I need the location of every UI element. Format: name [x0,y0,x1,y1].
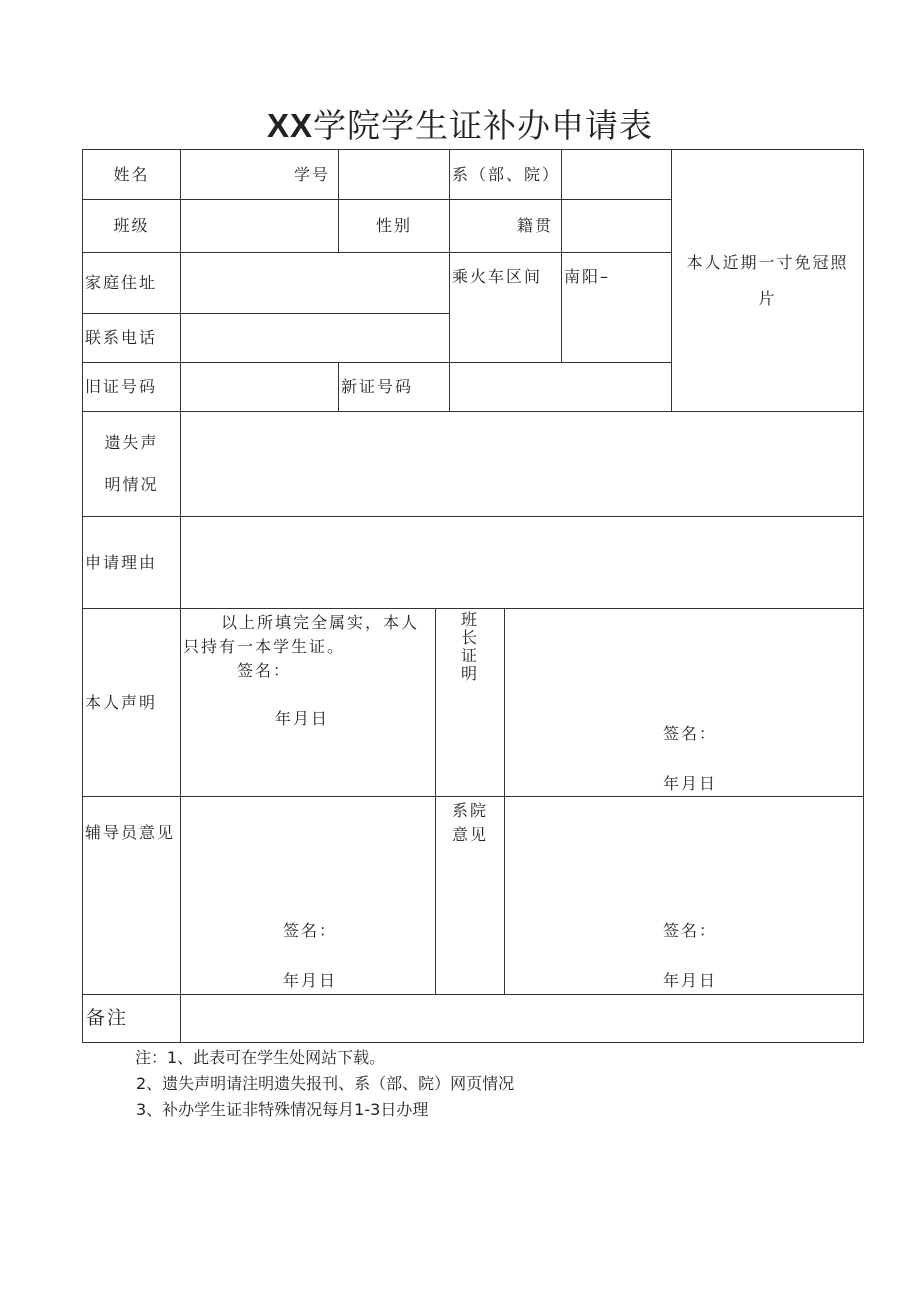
application-form [82,149,864,1043]
note-3: 3、补办学生证非特殊情况每月1-3日办理 [136,1100,429,1119]
title-text: 学院学生证补办申请表 [313,106,654,145]
monitor-proof-box[interactable] [505,609,864,797]
loss-statement-line2: 明情况 [104,475,159,494]
old-card-field[interactable] [181,363,339,412]
department-opinion-text: 系院意见 [452,801,489,844]
counselor-opinion-label: 辅导员意见 [83,797,181,995]
declaration-text: 以上所填完全属实，本人只持有一本学生证。 [183,613,420,656]
department-label: 系（部、院） [450,150,562,200]
photo-label: 本人近期一寸免冠照片 [686,253,849,308]
notes [135,1045,514,1123]
photo-box[interactable] [672,150,864,412]
department-signature-label: 签名： [663,921,718,940]
reason-field[interactable] [181,517,864,609]
native-place-label: 籍贯 [450,200,562,253]
department-opinion-box[interactable] [505,797,864,995]
loss-statement-label [83,412,181,517]
loss-statement-field[interactable] [181,412,864,517]
home-address-label: 家庭住址 [83,253,181,314]
counselor-date-label: 年月日 [283,971,338,990]
monitor-proof-text: 班长证明 [461,610,480,683]
old-card-label: 旧证号码 [83,363,181,412]
counselor-opinion-box[interactable] [181,797,436,995]
declaration-date-label: 年月日 [275,709,330,728]
train-section-label: 乘火车区间 [450,253,562,363]
monitor-proof-label [436,609,505,797]
native-place-field[interactable] [562,200,672,253]
home-address-field[interactable] [181,253,450,314]
train-section-field[interactable]: 南阳– [562,253,672,363]
gender-label: 性别 [339,200,450,253]
monitor-signature-label: 签名： [663,724,718,743]
title-prefix: XX [266,107,314,144]
name-label: 姓名 [83,150,181,200]
student-id-field[interactable] [339,150,450,200]
department-opinion-label [436,797,505,995]
phone-field[interactable] [181,314,450,363]
declaration-signature-label: 签名： [237,661,292,680]
note-1: 注：1、此表可在学生处网站下载。 [135,1048,386,1067]
remarks-label: 备注 [83,995,181,1043]
class-field[interactable] [181,200,339,253]
self-declaration-label: 本人声明 [83,609,181,797]
new-card-label: 新证号码 [339,363,450,412]
loss-statement-line1: 遗失声 [104,433,159,453]
self-declaration-box[interactable] [181,609,436,797]
phone-label: 联系电话 [83,314,181,363]
page-title [0,100,920,147]
note-2: 2、遗失声明请注明遗失报刊、系（部、院）网页情况 [136,1074,515,1093]
monitor-date-label: 年月日 [663,774,718,793]
new-card-field[interactable] [450,363,672,412]
department-field[interactable] [562,150,672,200]
counselor-signature-label: 签名： [283,921,338,940]
reason-label: 申请理由 [83,517,181,609]
department-date-label: 年月日 [663,971,718,990]
student-id-label: 学号 [181,150,339,200]
remarks-field[interactable] [181,995,864,1043]
class-label: 班级 [83,200,181,253]
